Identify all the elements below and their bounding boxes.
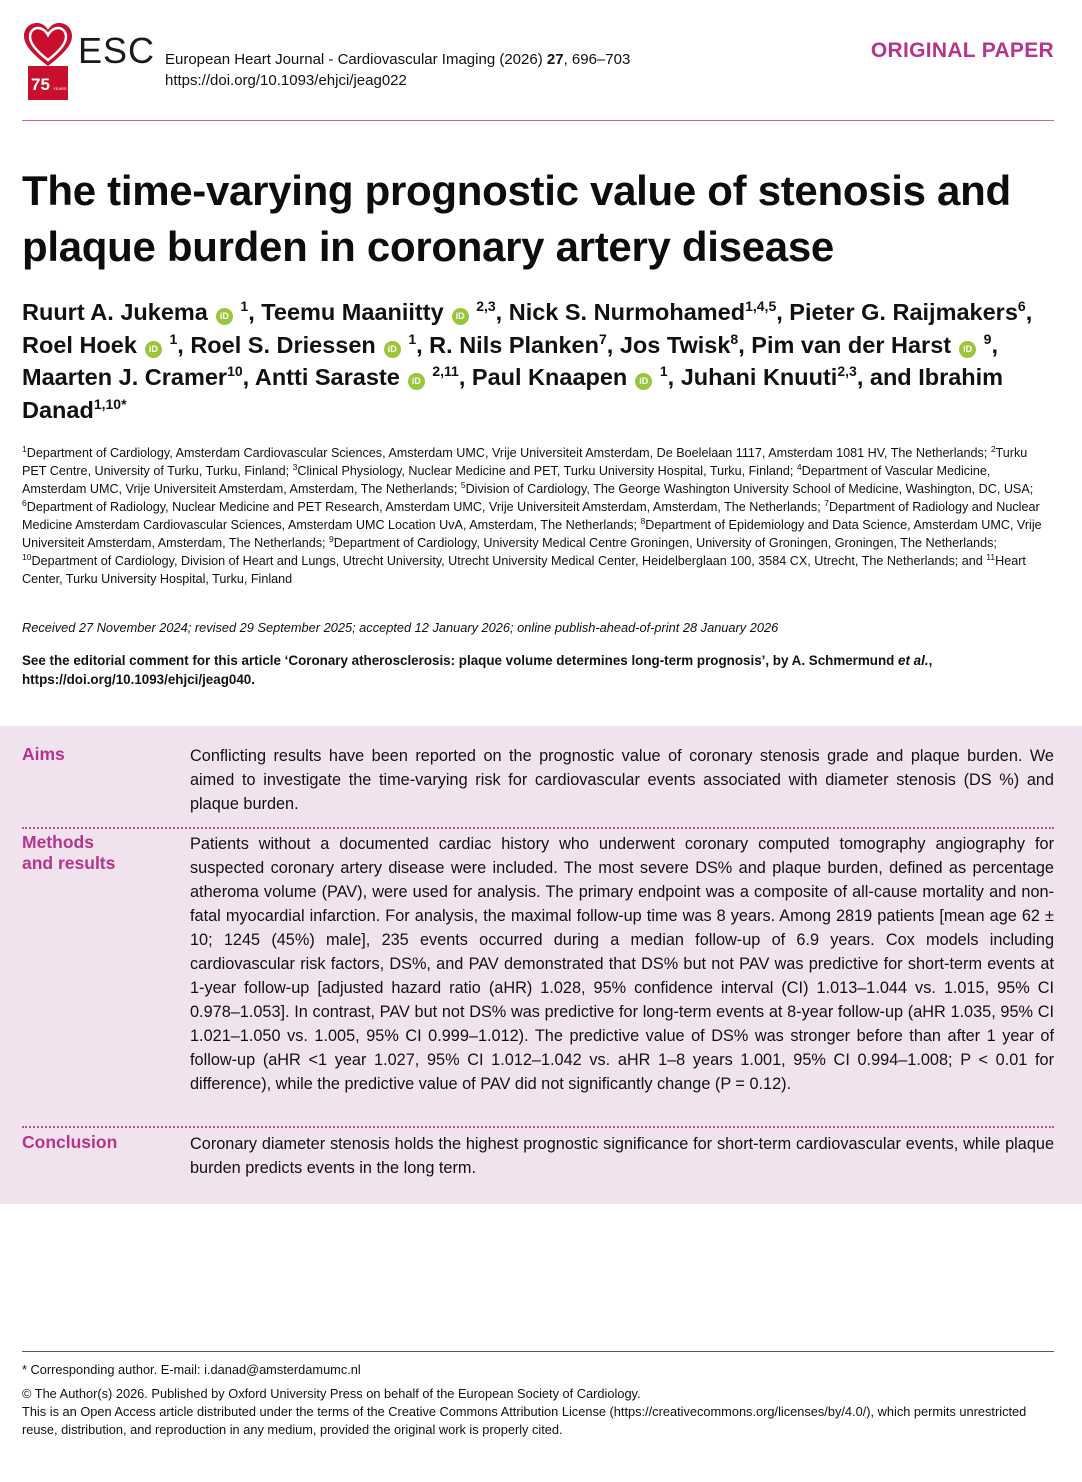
orcid-icon[interactable]: iD xyxy=(635,373,652,390)
heart-logo-icon xyxy=(22,22,74,100)
affiliation-number: 4 xyxy=(796,462,802,472)
footnote-divider xyxy=(22,1351,1054,1352)
author-separator: , xyxy=(458,364,472,390)
author-affiliation-ref: 7 xyxy=(598,330,607,347)
affiliation-text: Department of Epidemiology and Data Science, Amsterdam UMC, Vrije Universiteit Amsterdam, Amsterdam, The Netherlands; xyxy=(22,518,1042,550)
methods-text: Patients without a documented cardiac history who underwent coronary computed tomography angiography for suspected coronary artery disease were included. The most severe DS% and plaque burden, defined as percentage atheroma volume (PAV), were used for analysis. The primary endpoint was a composite of all-cause mortality and non-fatal myocardial infarction. For analysis, the maximal follow-up time was 8 years. Among 2819 patients [mean age 62 ± 10; 1245 (45%) male], 235 events occurred during a median follow-up of 6.9 years. Cox models including cardiovascular risk factors, DS%, and PAV demonstrated that DS% but not PAV was predictive for short-term events at 1-year follow-up [adjusted hazard ratio (aHR) 1.028, 95% confidence interval (CI) 1.013–1.044 vs. 1.015, 95% CI 0.978–1.053]. In contrast, PAV but not DS% was predictive for long-term events at 8-year follow-up (aHR 1.035, 95% CI 1.021–1.050 vs. 1.005, 95% CI 0.999–1.012). The predictive value of DS% was stronger before than after 1 year of follow-up (aHR <1 year 1.027, 95% CI 1.012–1.042 vs. aHR 1–8 years 1.001, 95% CI 0.994–1.008; P < 0.01 for difference), while the predictive value of PAV did not significantly change (P = 0.12). xyxy=(190,835,1054,1093)
author-name: Roel Hoek xyxy=(22,331,137,358)
editorial-etal: et al. xyxy=(898,653,929,668)
header-divider xyxy=(22,120,1054,121)
author-affiliation-ref: 6 xyxy=(1017,298,1026,314)
author-separator: , xyxy=(177,331,191,358)
affiliation-number: 9 xyxy=(329,534,334,544)
author-affiliation-ref: 1,4,5 xyxy=(745,298,777,314)
structured-abstract xyxy=(0,726,1082,1204)
author-name: Paul Knaapen xyxy=(471,364,628,390)
affiliation-text: Department of Radiology, Nuclear Medicine and PET Research, Amsterdam UMC, Vrije Universiteit Amsterdam, Amsterdam, The Netherlands; xyxy=(26,500,825,514)
license-text: This is an Open Access article distributed under the terms of the Creative Commons Attribution License (https://creativecommons.org/licenses/by/4.0/), which permits unrestricted reuse, distribution, and reproduction in any medium, provided the original work is properly cited. xyxy=(22,1404,1027,1437)
journal-pages: , 696–703 xyxy=(563,51,631,68)
affiliation-text: Heart Center, Turku University Hospital, Turku, Finland xyxy=(22,554,1026,586)
affiliation-text: Department of Radiology and Nuclear Medicine Amsterdam Cardiovascular Sciences, Amsterdam UMC Location UvA, Amsterdam, The Netherlands; xyxy=(22,500,1040,532)
methods-label-line-2: and results xyxy=(22,853,116,873)
author-separator: , xyxy=(416,331,430,358)
affiliation-number: 10 xyxy=(22,552,32,562)
affiliation-text: Department of Cardiology, Amsterdam Cardiovascular Sciences, Amsterdam UMC, Vrije Universiteit Amsterdam, De Boelelaan 1117, Amsterdam 1081 HV, The Netherlands; xyxy=(26,446,991,460)
affiliation-number: 3 xyxy=(292,462,298,472)
author-name: Pim van der Harst xyxy=(751,331,952,358)
author-separator: , xyxy=(606,331,620,358)
methods-label-line-1: Methods xyxy=(22,832,94,852)
copyright-line: © The Author(s) 2026. Published by Oxford University Press on behalf of the European Society of Cardiology. xyxy=(22,1386,641,1401)
affiliation-text: Division of Cardiology, The George Washington University School of Medicine, Washington, DC, USA; xyxy=(465,482,1034,496)
author-name: Teemu Maaniitty xyxy=(261,299,444,325)
author-name: R. Nils Planken xyxy=(429,331,599,358)
author-affiliation-ref: 1 xyxy=(659,363,668,379)
received-dates: Received 27 November 2024; revised 29 September 2025; accepted 12 January 2026; online publish-ahead-of-print 28 January 2026 xyxy=(22,620,779,635)
author-name: Nick S. Nurmohamed xyxy=(508,299,746,325)
author-affiliation-ref: 2,3 xyxy=(476,298,496,314)
logo-anniversary-sub: YEARS xyxy=(53,86,67,91)
author-name: Pieter G. Raijmakers xyxy=(789,299,1018,325)
logo-text: ESC xyxy=(78,30,156,71)
orcid-icon[interactable]: iD xyxy=(959,341,976,358)
author-name: Maarten J. Cramer xyxy=(22,364,228,390)
author-separator: , xyxy=(495,299,509,325)
author-affiliation-ref: 8 xyxy=(730,330,739,347)
aims-text: Conflicting results have been reported on the prognostic value of coronary stenosis grade and plaque burden. We aimed to investigate the time-varying risk for cardiovascular events associated with diameter stenosis (DS %) and plaque burden. xyxy=(190,747,1054,813)
editorial-doi-link[interactable]: , https://doi.org/10.1093/ehjci/jeag040. xyxy=(22,653,933,687)
author-affiliation-ref: 2,11 xyxy=(432,363,459,379)
author-separator: , xyxy=(991,331,998,358)
author-affiliation-ref: 1 xyxy=(240,298,249,314)
copyright-notice xyxy=(22,1385,1056,1439)
author-separator: , xyxy=(1025,299,1033,325)
orcid-icon[interactable]: iD xyxy=(145,341,162,358)
aims-label: Aims xyxy=(22,744,65,764)
journal-volume: 27 xyxy=(546,51,564,68)
page-header xyxy=(22,22,1054,112)
orcid-icon[interactable]: iD xyxy=(216,308,233,325)
author-name: Ibrahim Danad xyxy=(22,364,1004,423)
affiliation-number: 11 xyxy=(986,552,996,562)
author-separator: , xyxy=(248,299,262,325)
affiliation-text: Department of Cardiology, University Medical Centre Groningen, University of Groningen, Groningen, The Netherlands; xyxy=(333,536,997,550)
orcid-icon[interactable]: iD xyxy=(408,373,425,390)
journal-citation xyxy=(165,49,630,91)
author-name: Ruurt A. Jukema xyxy=(22,299,208,325)
author-name: Roel S. Driessen xyxy=(190,331,376,358)
author-list xyxy=(22,296,1056,426)
author-affiliation-ref: 1,10* xyxy=(93,395,127,412)
affiliation-number: 6 xyxy=(22,498,27,508)
section-divider xyxy=(22,1126,1054,1128)
paper-type-label: ORIGINAL PAPER xyxy=(870,39,1054,62)
affiliation-text: Department of Vascular Medicine, Amsterdam UMC, Vrije Universiteit Amsterdam, Amsterdam, The Netherlands; xyxy=(22,464,991,496)
author-separator: , xyxy=(738,331,752,358)
section-divider xyxy=(22,827,1054,829)
editorial-note xyxy=(22,651,1056,689)
affiliation-text: Clinical Physiology, Nuclear Medicine and PET, Turku University Hospital, Turku, Finland; xyxy=(297,464,797,478)
author-name: Jos Twisk xyxy=(619,331,731,358)
affiliation-text: Turku PET Centre, University of Turku, Turku, Finland; xyxy=(22,446,1028,478)
esc-logo xyxy=(22,22,162,102)
author-separator: , xyxy=(242,364,255,390)
logo-anniversary: 75 xyxy=(31,75,50,94)
methods-label xyxy=(22,832,172,874)
conclusion-text: Coronary diameter stenosis holds the highest prognostic significance for short-term cardiovascular events, while plaque burden predicts events in the long term. xyxy=(190,1135,1054,1177)
author-name: Juhani Knuuti xyxy=(680,364,838,390)
affiliation-number: 5 xyxy=(460,480,466,490)
conclusion-label: Conclusion xyxy=(22,1132,118,1152)
orcid-icon[interactable]: iD xyxy=(452,308,469,325)
affiliation-number: 2 xyxy=(990,444,996,454)
affiliation-number: 7 xyxy=(824,498,829,508)
journal-name: European Heart Journal - Cardiovascular Imaging (2026) xyxy=(165,51,547,68)
author-name: Antti Saraste xyxy=(254,364,400,390)
author-affiliation-ref: 1 xyxy=(408,330,417,347)
affiliations xyxy=(22,444,1052,588)
author-separator: , xyxy=(776,299,790,325)
author-affiliation-ref: 1 xyxy=(169,330,178,347)
author-affiliation-ref: 10 xyxy=(227,363,243,379)
author-separator: , xyxy=(667,364,681,390)
corresponding-author: * Corresponding author. E-mail: i.danad@amsterdamumc.nl xyxy=(22,1362,361,1377)
author-affiliation-ref: 2,3 xyxy=(837,363,857,379)
author-affiliation-ref: 9 xyxy=(983,330,992,347)
article-title: The time-varying prognostic value of stenosis and plaque burden in coronary artery disease xyxy=(22,167,1011,270)
doi-link[interactable]: https://doi.org/10.1093/ehjci/jeag022 xyxy=(165,72,407,89)
editorial-text: See the editorial comment for this article ‘Coronary atherosclerosis: plaque volume determines long-term prognosis’, by A. Schmermund xyxy=(22,653,899,668)
author-separator: , and xyxy=(856,364,919,390)
affiliation-text: Department of Cardiology, Division of Heart and Lungs, Utrecht University, Utrecht University Medical Center, Heidelberglaan 100, 3584 CX, Utrecht, The Netherlands; and xyxy=(31,554,987,568)
affiliation-number: 8 xyxy=(640,516,646,526)
affiliation-number: 1 xyxy=(22,444,27,454)
orcid-icon[interactable]: iD xyxy=(384,341,401,358)
